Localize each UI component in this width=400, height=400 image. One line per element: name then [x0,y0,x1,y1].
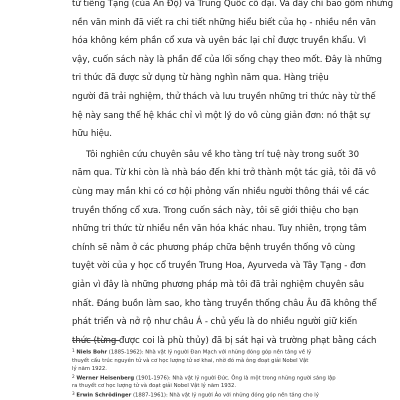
body-line: phát triển và nở rộ như châu Á - chủ yếu là do nhiều người giữ kiến [72,317,358,328]
body-text [72,0,394,350]
body-line: tuyệt vời của y học cổ truyền Trung Hoa, Ayurveda và Tây Tạng - đơn [72,261,366,272]
body-line: năm qua. Từ khi còn là nhà báo đến khi trở thành một tác giả, tôi đã vô [72,168,377,179]
body-line: Tôi nghiên cứu chuyên sâu về kho tàng trí tuệ này trong suốt 30 [86,149,359,160]
body-line: tri thức đã được sử dụng từ hàng nghìn năm qua. Hàng triệu [72,73,329,84]
footnote-text: (1887-1961): Nhà vật lý người Áo với những đóng góp nền tảng cho lý [132,392,319,399]
footnote-term: Werner Heisenberg [76,375,135,382]
body-line: cùng may mắn khi có cơ hội phỏng vấn nhiều người thông thái về các [72,186,370,197]
body-line: từ tiếng Tạng (của Ấn Độ) và Trung Quốc cổ đại. Và đây chỉ bao gồm những [72,0,394,9]
body-line: chính sẽ nằm ở các phương pháp chữa bệnh truyền thống vô cùng [72,242,356,253]
body-line: nền văn minh đã viết ra chi tiết những hiểu biết của họ - nhiều nền văn [72,17,376,28]
body-line: truyền thống cổ xưa. Trong cuốn sách này, tôi sẽ giới thiệu cho bạn [72,205,359,216]
footnote-term: Niels Bohr [76,349,108,356]
footnote-line [72,357,328,365]
footnote-text: thuyết cấu trúc nguyên tử và cơ học lượng tử sơ khai, nhờ đó mà ông đoạt giải Nobel Vật [72,357,309,364]
body-line: hữu hiệu. [72,129,112,140]
footnote-term: Erwin Schrödinger [76,392,132,399]
body-line: nhất. Đáng buồn làm sao, kho tàng truyền thống châu Âu đã không thể [72,298,377,309]
footnote-number: 2 [72,373,75,379]
footnote-number: 3 [72,391,75,397]
body-line: thức (từng được coi là phù thủy) đã bị sát hại và trường phạt bằng cách [72,335,377,346]
footnote-text: lý năm 1922. [72,365,107,372]
body-line: vậy, cuốn sách này là phần để của lối sống chạy theo mốt. Đây là những [72,54,382,65]
footnote-text: ra thuyết cơ học lượng tử và đoạt giải Nobel Vật lý năm 1932. [72,383,237,390]
footnote-text: (1901-1976): Nhà vật lý người Đức. Ông là một trong những người sáng lập [135,375,336,382]
footnote-divider [72,340,120,341]
body-line: người đã trải nghiệm, thử thách và lưu truyền những tri thức này từ thế [72,91,376,102]
footnote-line [72,347,328,357]
body-line: hệ này sang thế hệ khác chỉ vì một lý do vô cùng giản đơn: nó thật sự [72,110,370,121]
footnote-line [72,373,336,383]
footnote-line [72,365,328,373]
footnote-line [72,382,328,390]
footnote-line [72,390,328,400]
body-line: hóa không kém phần cổ xưa và uyên bác lại chỉ được truyền khẩu. Vì [72,36,367,47]
footnote-text: (1885-1962): Nhà vật lý người Đan Mạch với những đóng góp nền tảng về lý [108,349,312,356]
footnotes [72,347,336,400]
footnote-number: 1 [72,348,75,353]
body-line: giản vì đây là những phương pháp mà tôi đã trải nghiệm chuyên sâu [72,279,365,290]
body-line: những tri thức từ nhiều nền văn hóa khác nhau. Tuy nhiên, trọng tâm [72,224,367,235]
